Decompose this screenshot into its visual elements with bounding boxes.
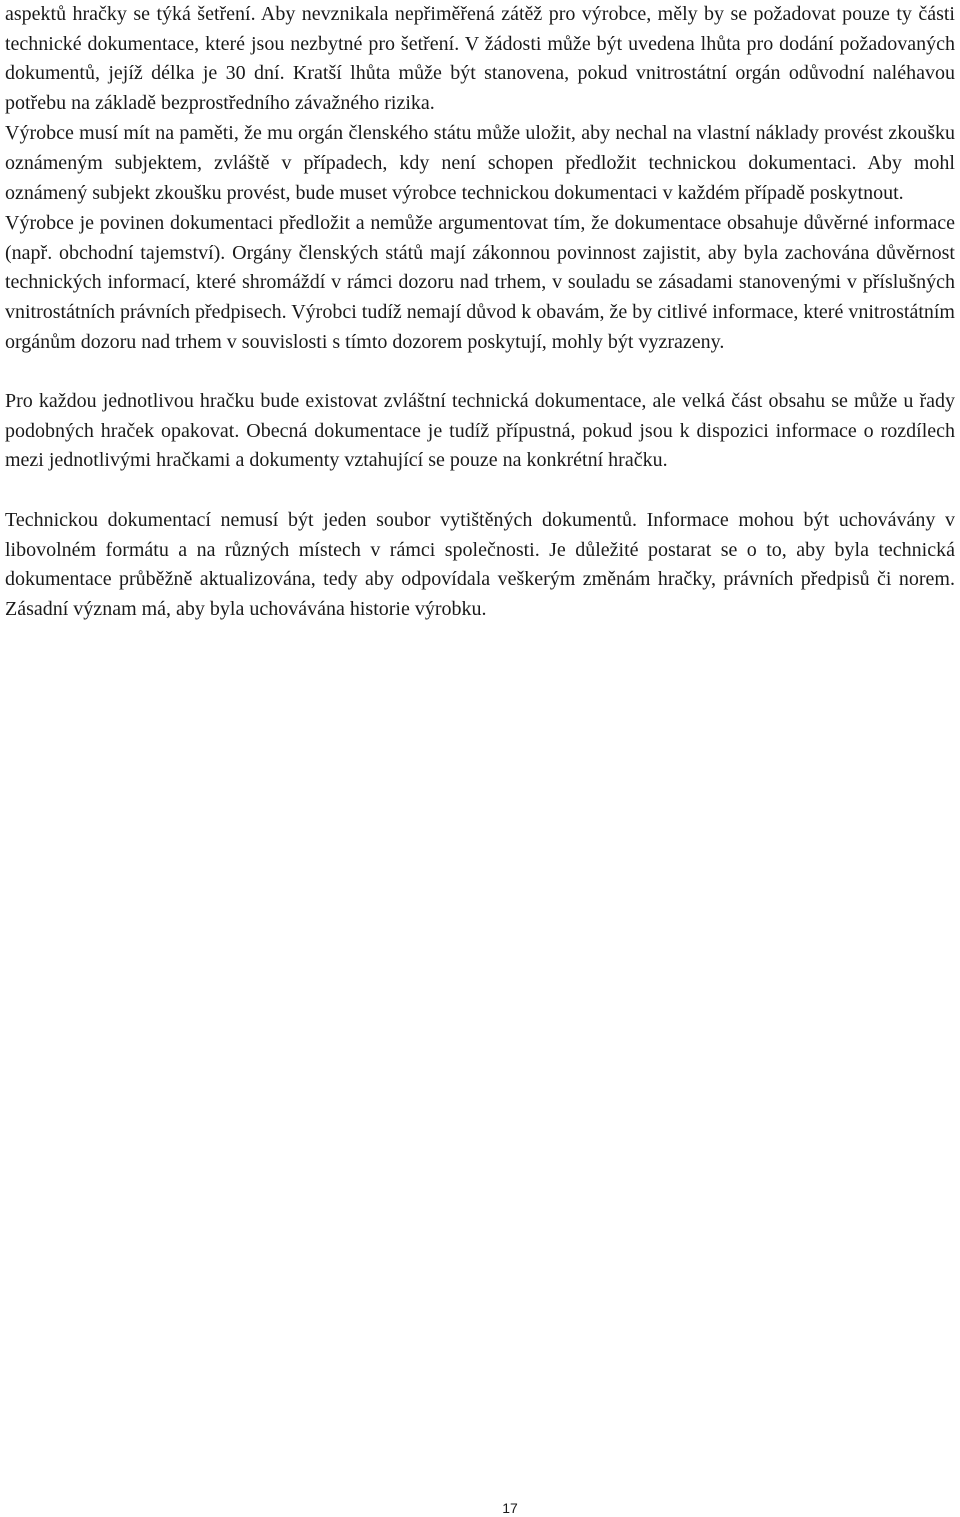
document-body [5,0,955,624]
paragraph-2: Výrobce musí mít na paměti, že mu orgán členského státu může uložit, aby nechal na vlastní náklady provést zkoušku oznámeným subjektem, zvláště v případech, kdy není schopen předložit technickou dokumentaci. Aby mohl oznámený subjekt zkoušku provést, bude muset výrobce technickou dokumentaci v každém případě poskytnout. [5,122,955,204]
paragraph-4: Pro každou jednotlivou hračku bude existovat zvláštní technická dokumentace, ale velká část obsahu se může u řady podobných hraček opakovat. Obecná dokumentace je tudíž přípustná, pokud jsou k dispozici informace o rozdílech mezi jednotlivými hračkami a dokumenty vztahující se pouze na konkrétní hračku. [5,390,955,472]
paragraph-1: aspektů hračky se týká šetření. Aby nevznikala nepřiměřená zátěž pro výrobce, měly by se požadovat pouze ty části technické dokumentace, které jsou nezbytné pro šetření. V žádosti může být uvedena lhůta pro dodání požadovaných dokumentů, jejíž délka je 30 dní. Kratší lhůta může být stanovena, pokud vnitrostátní orgán odůvodní naléhavou potřebu na základě bezprostředního závažného rizika. [5,3,955,114]
paragraph-3: Výrobce je povinen dokumentaci předložit a nemůže argumentovat tím, že dokumentace obsahuje důvěrné informace (např. obchodní tajemství). Orgány členských států mají zákonnou povinnost zajistit, aby byla zachována důvěrnost technických informací, které shromáždí v rámci dozoru nad trhem, v souladu se zásadami stanovenými v příslušných vnitrostátních právních předpisech. Výrobci tudíž nemají důvod k obavám, že by citlivé informace, které vnitrostátním orgánům dozoru nad trhem v souvislosti s tímto dozorem poskytují, mohly být vyzrazeny. [5,212,955,353]
paragraph-5: Technickou dokumentací nemusí být jeden soubor vytištěných dokumentů. Informace mohou být uchovávány v libovolném formátu a na různých místech v rámci společnosti. Je důležité postarat se o to, aby byla technická dokumentace průběžně aktualizována, tedy aby odpovídala veškerým změnám hračky, právních předpisů či norem. Zásadní význam má, aby byla uchovávána historie výrobku. [5,508,955,620]
page-number: 17 [502,1500,518,1516]
